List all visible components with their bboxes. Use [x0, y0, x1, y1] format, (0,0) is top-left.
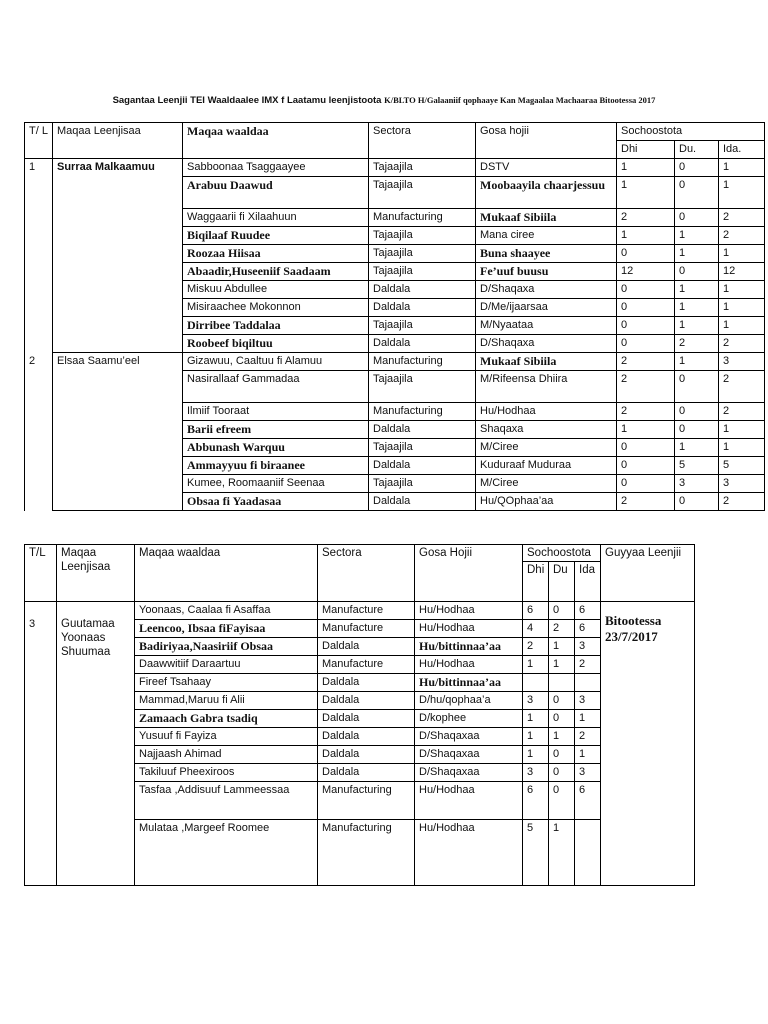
- count-dhi: 1: [523, 728, 549, 746]
- sector: Manufacture: [318, 602, 415, 620]
- count-du: 1: [675, 317, 719, 335]
- count-du: 1: [675, 245, 719, 263]
- header-ida: Ida.: [719, 141, 765, 159]
- count-dhi: 1: [617, 177, 675, 209]
- count-du: 0: [549, 602, 575, 620]
- sector: Daldala: [318, 746, 415, 764]
- sector: Daldala: [318, 638, 415, 656]
- sector: Tajaajila: [369, 177, 476, 209]
- sector: Tajaajila: [369, 475, 476, 493]
- association-name: Arabuu Daawud: [183, 177, 369, 209]
- count-du: 0: [675, 159, 719, 177]
- association-name: Yusuuf fi Fayiza: [135, 728, 318, 746]
- header-tl: T/L: [25, 545, 57, 602]
- count-dhi: 3: [523, 692, 549, 710]
- association-name: Yoonaas, Caalaa fi Asaffaa: [135, 602, 318, 620]
- header-sectora: Sectora: [318, 545, 415, 602]
- count-dhi: 0: [617, 457, 675, 475]
- sector: Daldala: [318, 728, 415, 746]
- count-du: 1: [675, 281, 719, 299]
- sector: Daldala: [369, 421, 476, 439]
- table-row: [25, 353, 765, 371]
- association-name: Mulataa ,Margeef Roomee: [135, 820, 318, 886]
- sector: Daldala: [369, 299, 476, 317]
- work-type: DSTV: [476, 159, 617, 177]
- title-sub: K/BLTO H/Galaaniif qophaaye Kan Magaalaa Machaaraa Bitootessa 2017: [384, 95, 656, 105]
- count-ida: [575, 674, 601, 692]
- association-name: Misiraachee Mokonnon: [183, 299, 369, 317]
- count-dhi: 1: [617, 421, 675, 439]
- count-dhi: 3: [523, 764, 549, 782]
- count-du: 1: [675, 227, 719, 245]
- header-du: Du.: [675, 141, 719, 159]
- count-dhi: 0: [617, 281, 675, 299]
- count-ida: 5: [719, 457, 765, 475]
- header-ida: Ida: [575, 562, 601, 602]
- training-month: Bitootessa: [605, 613, 662, 628]
- count-dhi: 6: [523, 782, 549, 820]
- count-du: 1: [675, 439, 719, 457]
- work-type: D/hu/qophaa’a: [415, 692, 523, 710]
- count-du: 1: [675, 299, 719, 317]
- work-type: M/Ciree: [476, 475, 617, 493]
- work-type: Mukaaf Sibiila: [476, 209, 617, 227]
- association-name: Waggaarii fi Xilaahuun: [183, 209, 369, 227]
- sector: Manufacturing: [318, 820, 415, 886]
- count-dhi: 2: [617, 371, 675, 403]
- sector: Tajaajila: [369, 245, 476, 263]
- count-ida: 3: [575, 692, 601, 710]
- count-ida: 1: [719, 317, 765, 335]
- count-ida: 2: [719, 227, 765, 245]
- association-name: Miskuu Abdullee: [183, 281, 369, 299]
- trainer-name-value: Guutamaa Yoonaas Shuumaa: [61, 618, 115, 658]
- sector: Daldala: [369, 493, 476, 511]
- title-main: Sagantaa Leenjii TEI Waaldaalee IMX f Laatamu leenjistoota: [112, 95, 382, 106]
- header-sochoostota: Sochoostota: [523, 545, 601, 562]
- count-dhi: 2: [617, 493, 675, 511]
- count-dhi: 4: [523, 620, 549, 638]
- count-dhi: 0: [617, 245, 675, 263]
- association-name: Leencoo, Ibsaa fiFayisaa: [135, 620, 318, 638]
- training-date: [601, 602, 695, 886]
- sector: Tajaajila: [369, 371, 476, 403]
- sector: Daldala: [369, 281, 476, 299]
- work-type: D/Me/ijaarsaa: [476, 299, 617, 317]
- count-ida: 6: [575, 602, 601, 620]
- header-waaldaa: Maqaa waaldaa: [183, 123, 369, 159]
- association-name: Roozaa Hiisaa: [183, 245, 369, 263]
- association-name: Sabboonaa Tsaggaayee: [183, 159, 369, 177]
- association-name: Daawwitiif Daraartuu: [135, 656, 318, 674]
- header-dhi: Dhi: [523, 562, 549, 602]
- association-name: Ilmiif Tooraat: [183, 403, 369, 421]
- association-name: Abbunash Warquu: [183, 439, 369, 457]
- count-ida: 2: [719, 403, 765, 421]
- count-du: 0: [549, 710, 575, 728]
- work-type: Moobaayila chaarjessuu: [476, 177, 617, 209]
- count-dhi: 0: [617, 299, 675, 317]
- work-type: D/Shaqaxaa: [415, 728, 523, 746]
- count-dhi: 0: [617, 335, 675, 353]
- header-sectora: Sectora: [369, 123, 476, 159]
- trainer-name: [57, 602, 135, 886]
- count-ida: 3: [719, 353, 765, 371]
- sector: Manufacturing: [369, 403, 476, 421]
- association-name: Kumee, Roomaaniif Seenaa: [183, 475, 369, 493]
- sector: Tajaajila: [369, 159, 476, 177]
- association-name: Badiriyaa,Naasiriif Obsaa: [135, 638, 318, 656]
- count-du: 2: [675, 335, 719, 353]
- work-type: Buna shaayee: [476, 245, 617, 263]
- header-sochoostota: Sochoostota: [617, 123, 765, 141]
- association-name: Gizawuu, Caaltuu fi Alamuu: [183, 353, 369, 371]
- count-dhi: 1: [523, 656, 549, 674]
- count-du: 1: [549, 656, 575, 674]
- association-name: Abaadir,Huseeniif Saadaam: [183, 263, 369, 281]
- count-ida: 12: [719, 263, 765, 281]
- header-tl: T/ L: [25, 123, 53, 159]
- count-ida: 1: [575, 710, 601, 728]
- count-ida: 6: [575, 620, 601, 638]
- association-name: Zamaach Gabra tsadiq: [135, 710, 318, 728]
- count-ida: 2: [719, 335, 765, 353]
- header-gosa: Gosa hojii: [476, 123, 617, 159]
- count-du: 0: [675, 209, 719, 227]
- sector: Daldala: [369, 457, 476, 475]
- work-type: D/kophee: [415, 710, 523, 728]
- count-du: 2: [549, 620, 575, 638]
- count-ida: 3: [575, 764, 601, 782]
- row-number-value: 3: [29, 618, 36, 630]
- work-type: M/Nyaataa: [476, 317, 617, 335]
- trainee-table-1: [24, 122, 765, 511]
- association-name: Biqilaaf Ruudee: [183, 227, 369, 245]
- count-dhi: 2: [617, 209, 675, 227]
- header-du: Du: [549, 562, 575, 602]
- work-type: Fe’uuf buusu: [476, 263, 617, 281]
- sector: Tajaajila: [369, 227, 476, 245]
- count-ida: [575, 820, 601, 886]
- count-du: 1: [549, 638, 575, 656]
- count-dhi: 1: [617, 227, 675, 245]
- document-title: [0, 95, 768, 106]
- count-ida: 3: [575, 638, 601, 656]
- count-du: 1: [549, 820, 575, 886]
- association-name: Obsaa fi Yaadasaa: [183, 493, 369, 511]
- count-ida: 1: [719, 439, 765, 457]
- association-name: Mammad,Maruu fi Alii: [135, 692, 318, 710]
- work-type: Mana ciree: [476, 227, 617, 245]
- count-ida: 2: [719, 371, 765, 403]
- association-name: Tasfaa ,Addisuuf Lammeessaa: [135, 782, 318, 820]
- trainer-name: Elsaa Saamu’eel: [53, 353, 183, 511]
- header-gosa: Gosa Hojii: [415, 545, 523, 602]
- association-name: Barii efreem: [183, 421, 369, 439]
- count-dhi: 0: [617, 317, 675, 335]
- work-type: Hu/Hodhaa: [415, 620, 523, 638]
- trainer-name: Surraa Malkaamuu: [53, 159, 183, 353]
- count-dhi: 2: [617, 403, 675, 421]
- count-du: 1: [675, 353, 719, 371]
- count-du: 0: [549, 764, 575, 782]
- count-ida: 1: [719, 177, 765, 209]
- row-number: 2: [25, 353, 53, 511]
- count-dhi: 6: [523, 602, 549, 620]
- work-type: D/Shaqaxaa: [415, 746, 523, 764]
- work-type: M/Ciree: [476, 439, 617, 457]
- count-ida: 2: [575, 656, 601, 674]
- header-row: [25, 545, 695, 562]
- count-ida: 6: [575, 782, 601, 820]
- work-type: M/Rifeensa Dhiira: [476, 371, 617, 403]
- count-ida: 2: [575, 728, 601, 746]
- count-dhi: 0: [617, 475, 675, 493]
- sector: Manufacturing: [318, 782, 415, 820]
- association-name: Fireef Tsahaay: [135, 674, 318, 692]
- count-ida: 2: [719, 493, 765, 511]
- sector: Daldala: [318, 710, 415, 728]
- sector: Manufacture: [318, 620, 415, 638]
- count-ida: 3: [719, 475, 765, 493]
- sector: Daldala: [318, 692, 415, 710]
- count-du: 1: [549, 728, 575, 746]
- count-du: 0: [675, 403, 719, 421]
- work-type: Hu/Hodhaa: [476, 403, 617, 421]
- count-dhi: 5: [523, 820, 549, 886]
- association-name: Nasirallaaf Gammadaa: [183, 371, 369, 403]
- count-du: 0: [549, 692, 575, 710]
- count-dhi: 2: [523, 638, 549, 656]
- count-du: 5: [675, 457, 719, 475]
- sector: Tajaajila: [369, 263, 476, 281]
- work-type: Hu/Hodhaa: [415, 820, 523, 886]
- count-dhi: 2: [617, 353, 675, 371]
- work-type: Hu/bittinnaa’aa: [415, 638, 523, 656]
- sector: Manufacture: [318, 656, 415, 674]
- count-du: 3: [675, 475, 719, 493]
- header-row: [25, 123, 765, 141]
- count-ida: 1: [719, 421, 765, 439]
- count-ida: 1: [719, 299, 765, 317]
- work-type: D/Shaqaxa: [476, 281, 617, 299]
- work-type: Hu/Hodhaa: [415, 602, 523, 620]
- table-row: [25, 159, 765, 177]
- work-type: D/Shaqaxaa: [415, 764, 523, 782]
- sector: Tajaajila: [369, 317, 476, 335]
- sector: Tajaajila: [369, 439, 476, 457]
- work-type: Hu/bittinnaa’aa: [415, 674, 523, 692]
- count-du: [549, 674, 575, 692]
- count-du: 0: [675, 493, 719, 511]
- sector: Manufacturing: [369, 353, 476, 371]
- trainee-table-2: [24, 544, 695, 886]
- association-name: Ammayyuu fi biraanee: [183, 457, 369, 475]
- count-ida: 2: [719, 209, 765, 227]
- count-dhi: 1: [523, 710, 549, 728]
- header-dhi: Dhi: [617, 141, 675, 159]
- count-du: 0: [675, 371, 719, 403]
- count-du: 0: [549, 746, 575, 764]
- work-type: Mukaaf Sibiila: [476, 353, 617, 371]
- count-ida: 1: [575, 746, 601, 764]
- count-dhi: [523, 674, 549, 692]
- header-leenjisaa: Maqaa Leenjisaa: [57, 545, 135, 602]
- header-waaldaa: Maqaa waaldaa: [135, 545, 318, 602]
- training-date-value: 23/7/2017: [605, 629, 658, 644]
- sector: Daldala: [369, 335, 476, 353]
- count-dhi: 12: [617, 263, 675, 281]
- work-type: D/Shaqaxa: [476, 335, 617, 353]
- count-ida: 1: [719, 245, 765, 263]
- row-number: [25, 602, 57, 886]
- table-row: [25, 602, 695, 620]
- work-type: Kuduraaf Muduraa: [476, 457, 617, 475]
- sector: Daldala: [318, 764, 415, 782]
- association-name: Takiluuf Pheexiroos: [135, 764, 318, 782]
- row-number: 1: [25, 159, 53, 353]
- count-ida: 1: [719, 281, 765, 299]
- count-du: 0: [675, 421, 719, 439]
- association-name: Najjaash Ahimad: [135, 746, 318, 764]
- association-name: Dirribee Taddalaa: [183, 317, 369, 335]
- sector: Daldala: [318, 674, 415, 692]
- association-name: Roobeef biqiltuu: [183, 335, 369, 353]
- count-dhi: 0: [617, 439, 675, 457]
- header-guyyaa: Guyyaa Leenjii: [601, 545, 695, 602]
- header-leenjisaa: Maqaa Leenjisaa: [53, 123, 183, 159]
- count-du: 0: [675, 177, 719, 209]
- count-dhi: 1: [617, 159, 675, 177]
- count-du: 0: [675, 263, 719, 281]
- work-type: Hu/Hodhaa: [415, 656, 523, 674]
- work-type: Hu/QOphaa’aa: [476, 493, 617, 511]
- sector: Manufacturing: [369, 209, 476, 227]
- work-type: Shaqaxa: [476, 421, 617, 439]
- work-type: Hu/Hodhaa: [415, 782, 523, 820]
- count-du: 0: [549, 782, 575, 820]
- count-dhi: 1: [523, 746, 549, 764]
- count-ida: 1: [719, 159, 765, 177]
